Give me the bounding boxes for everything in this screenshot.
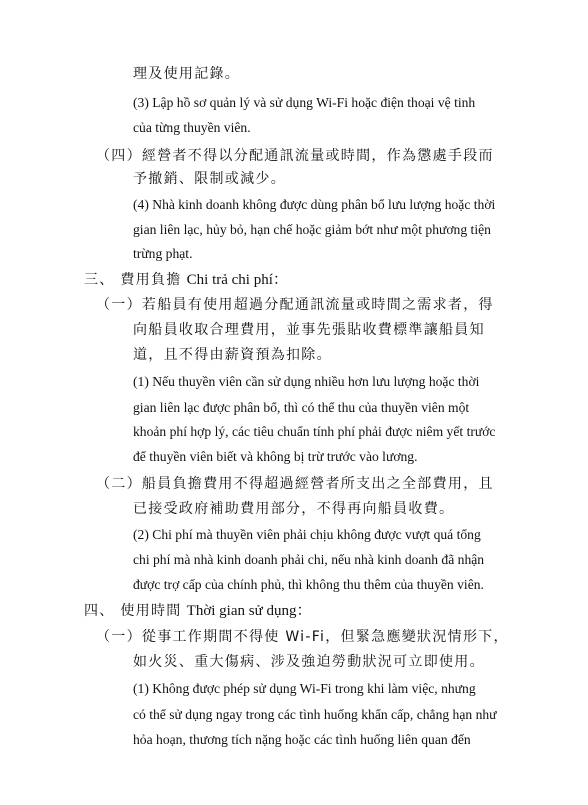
text-line: được trợ cấp của chính phủ, thì không thu thêm của thuyền viên. bbox=[133, 577, 484, 592]
text-line: 向船員收取合理費用，並事先張貼收費標準讓船員知 bbox=[133, 322, 485, 338]
text-line: (2) Chi phí mà thuyền viên phải chịu không được vượt quá tổng bbox=[133, 527, 481, 542]
section-heading-cjk: 四、 使用時間 bbox=[84, 603, 182, 619]
section-heading-vi: Chi trả chi phí： bbox=[186, 272, 288, 288]
text-line: (4) Nhà kinh doanh không được dùng phân bổ lưu lượng hoặc thời bbox=[133, 197, 496, 212]
text-line: 如火災、重大傷病、涉及強迫勞動狀況可立即使用。 bbox=[133, 654, 485, 670]
clause-heading: （二）船員負擔費用不得超過經營者所支出之全部費用，且 bbox=[96, 476, 494, 492]
clause-heading: （一）若船員有使用超過分配通訊流量或時間之需求者，得 bbox=[96, 297, 494, 313]
text-line: gian liên lạc, hủy bỏ, hạn chế hoặc giảm bớt như một phương tiện bbox=[133, 222, 491, 237]
text-line: có thể sử dụng ngay trong các tình huống khẩn cấp, chẳng hạn như bbox=[133, 707, 497, 722]
text-line: chi phí mà nhà kinh doanh phải chi, nếu nhà kinh doanh đã nhận bbox=[133, 552, 485, 567]
section-heading bbox=[84, 602, 311, 619]
text-line: hỏa hoạn, thương tích nặng hoặc các tình huống liên quan đến bbox=[133, 732, 471, 747]
text-line: khoản phí hợp lý, các tiêu chuẩn tính phí phải được niêm yết trước bbox=[133, 424, 496, 439]
section-heading-cjk: 三、 費用負擔 bbox=[84, 272, 182, 288]
text-line: để thuyền viên biết và không bị trừ trước vào lương. bbox=[133, 449, 418, 464]
text-line: của từng thuyền viên. bbox=[133, 120, 251, 135]
clause-heading: （四）經營者不得以分配通訊流量或時間，作為懲處手段而 bbox=[96, 148, 494, 164]
text-line: 道，且不得由薪資預為扣除。 bbox=[133, 347, 332, 363]
section-heading-vi: Thời gian sử dụng： bbox=[186, 603, 312, 619]
text-line: (3) Lập hồ sơ quản lý và sử dụng Wi-Fi hoặc điện thoại vệ tinh bbox=[133, 95, 476, 110]
text-line: 予撤銷、限制或減少。 bbox=[133, 171, 286, 187]
clause-heading: （一）從事工作期間不得使 Wi-Fi，但緊急應變狀況情形下， bbox=[96, 629, 509, 645]
section-heading bbox=[84, 271, 288, 288]
text-line: (1) Nếu thuyền viên cần sử dụng nhiều hơn lưu lượng hoặc thời bbox=[133, 374, 480, 389]
text-line: trừng phạt. bbox=[133, 246, 193, 261]
text-line: 理及使用記錄。 bbox=[133, 66, 241, 82]
text-line: (1) Không được phép sử dụng Wi-Fi trong khi làm việc, nhưng bbox=[133, 681, 476, 696]
text-line: 已接受政府補助費用部分，不得再向船員收費。 bbox=[133, 501, 455, 517]
text-line: gian liên lạc được phân bổ, thì có thể thu của thuyền viên một bbox=[133, 400, 470, 415]
